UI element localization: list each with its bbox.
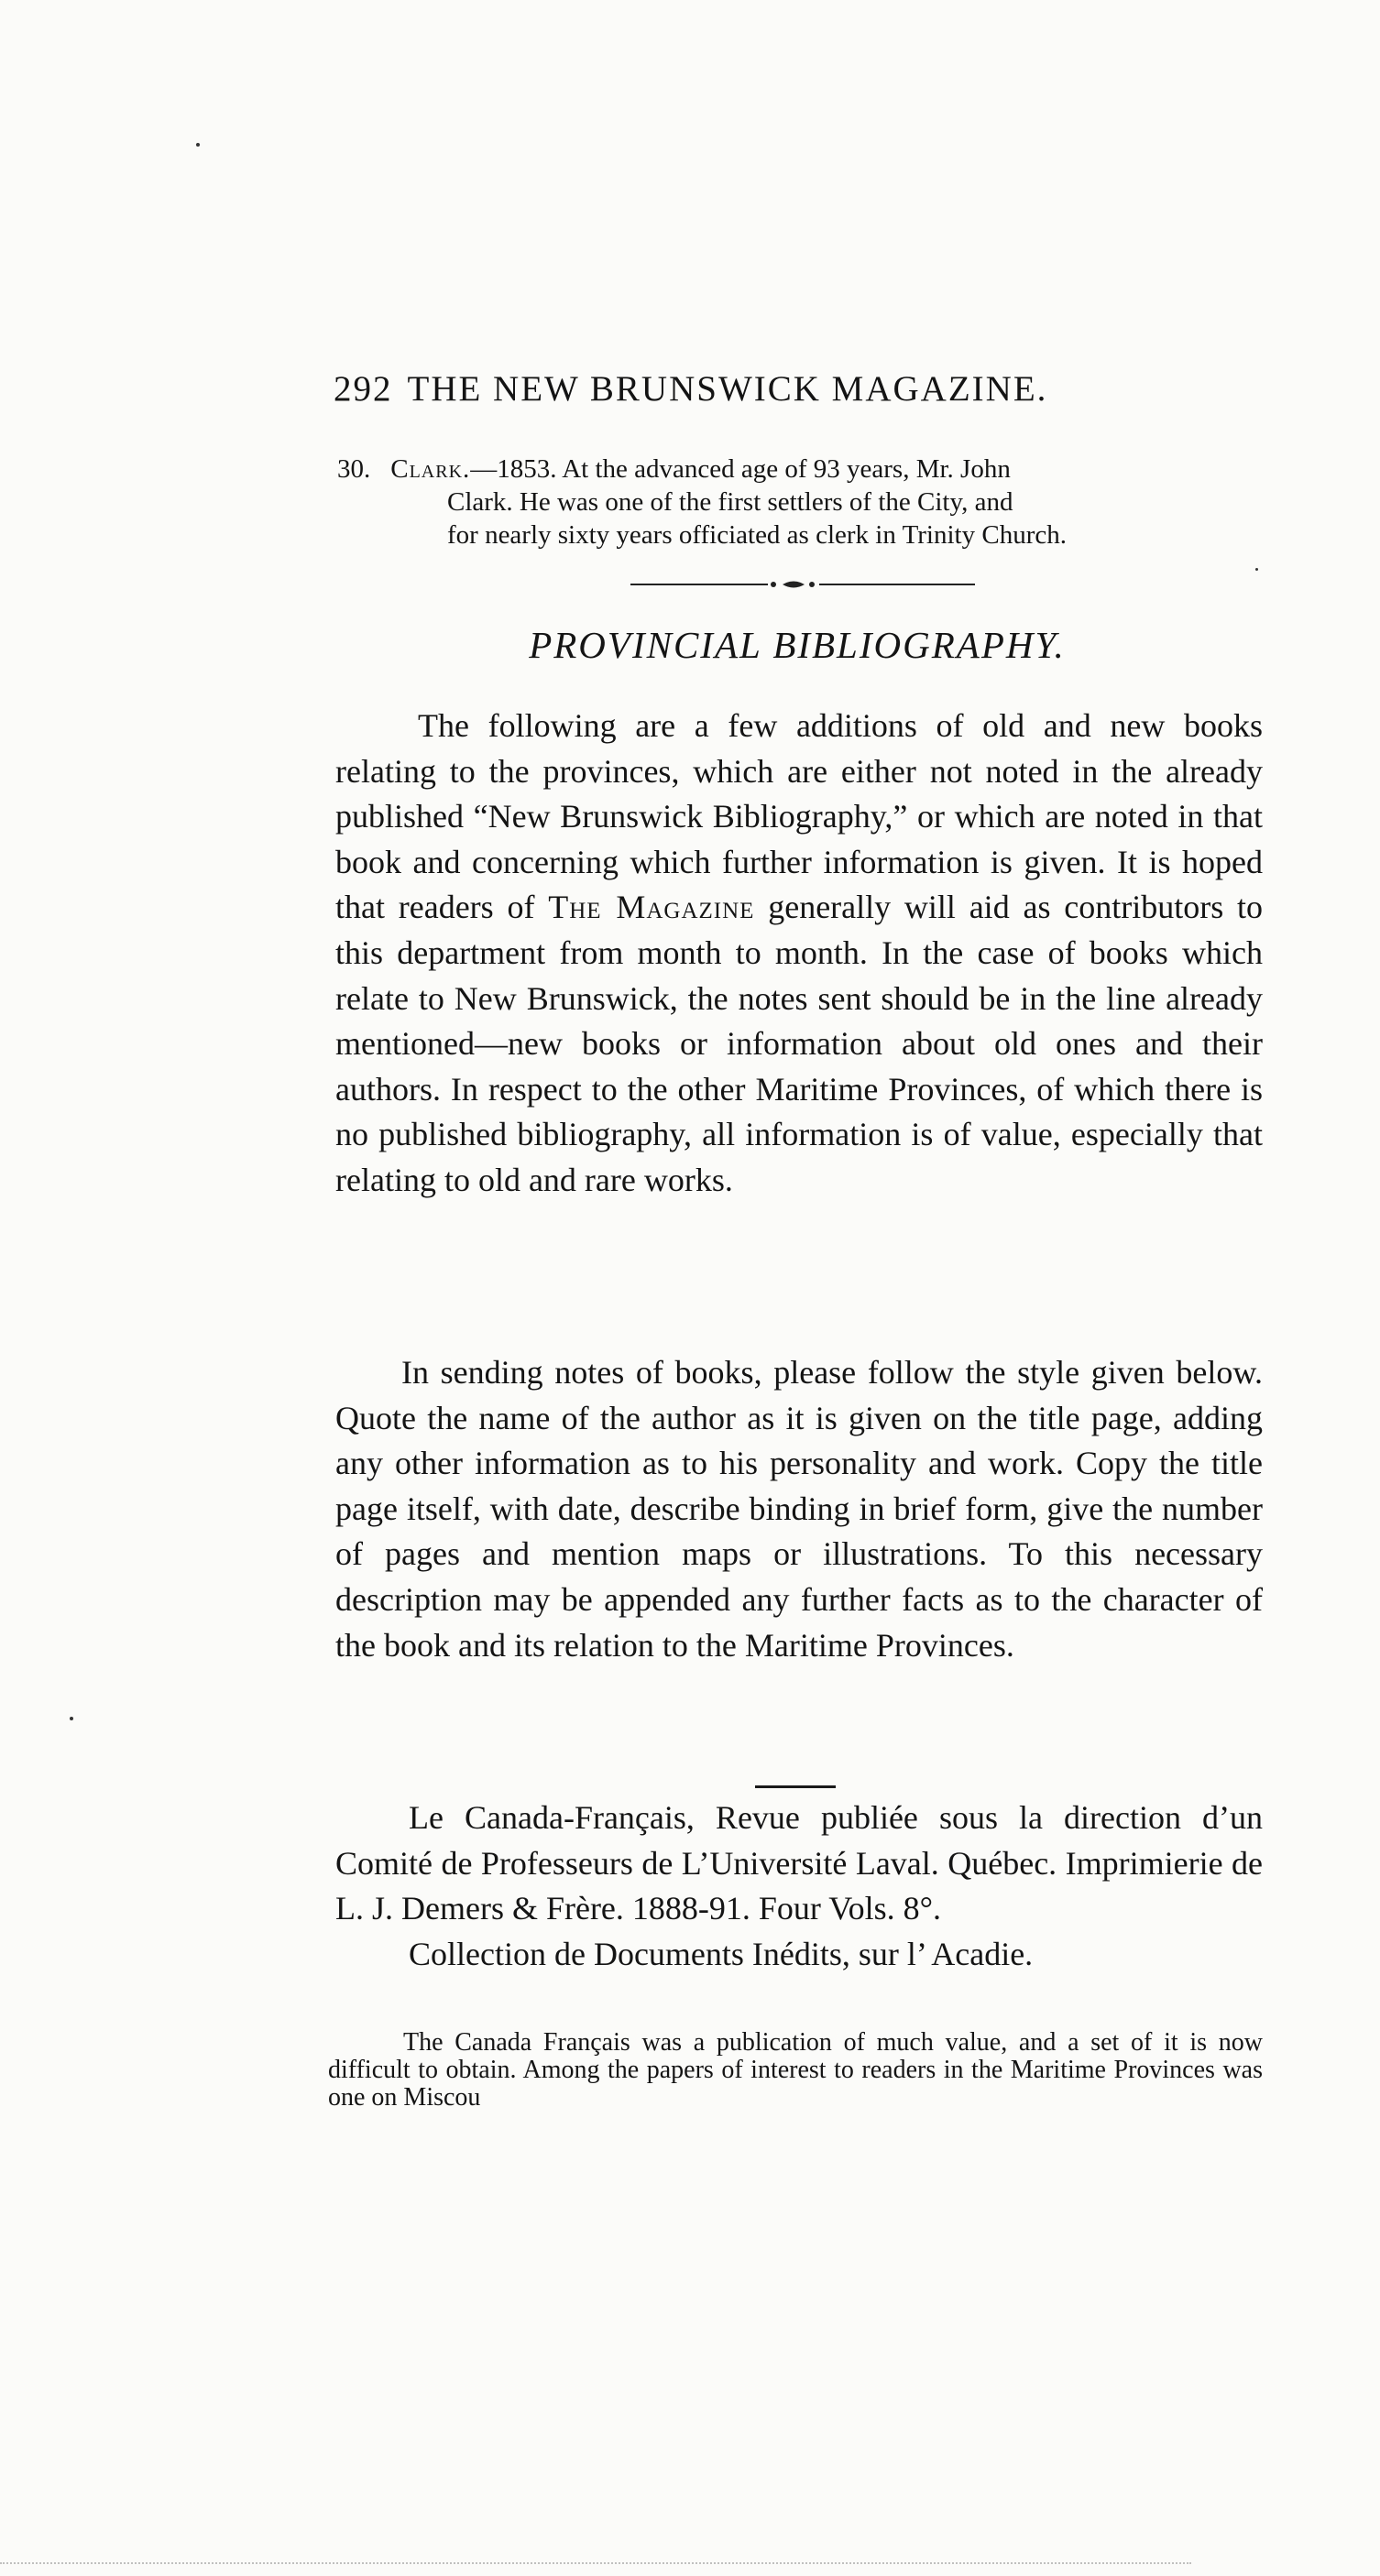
page-number: 292 — [334, 369, 393, 409]
scan-speck — [70, 1717, 73, 1720]
scan-edge — [0, 2562, 1191, 2567]
magazine-title: THE NEW BRUNSWICK MAGAZINE. — [407, 369, 1048, 409]
section-rule — [755, 1785, 836, 1788]
entry-number: 30. — [337, 454, 371, 484]
paragraph-text: generally will aid as contributors to this department from month to month. In the case of books which relate to New Brunswick, the notes sent should be in the line already mentioned—new books or information about old ones and their authors. In respect to the other Maritime Provinces, of which there is no published bibliography, all information is of value, especially that relating to old and rare works. — [335, 889, 1263, 1198]
magazine-name: The Magazine — [548, 889, 755, 926]
book-subtitle: Collection de Documents Inédits, sur l’ Acadie. — [409, 1935, 1034, 1972]
style-paragraph: In sending notes of books, please follow the style given below. Quote the name of the author as it is given on the title page, adding any other information as to his personality and work. Copy the title page itself, with date, describe binding in brief form, give the number of pages and mention maps or illustrations. To this necessary description may be appended any further facts as to the character of the book and its relation to the Maritime Provinces. — [335, 1354, 1263, 1664]
entry-line: for nearly sixty years officiated as clerk in Trinity Church. — [447, 520, 1067, 550]
book-entry — [335, 1796, 1263, 1977]
book-note: The Canada Français was a publication of much value, and a set of it is now difficult to obtain. Among the papers of interest to readers in the Maritime Provinces was one on Miscou — [328, 2028, 1263, 2112]
entry-line — [337, 453, 1265, 486]
entry-line: Clark. He was one of the first settlers of the City, and — [447, 487, 1013, 517]
entry-text: —1853. At the advanced age of 93 years, Mr. John — [470, 454, 1011, 484]
ornamental-divider — [630, 578, 975, 591]
obituary-entry — [337, 453, 1265, 551]
intro-paragraph — [335, 704, 1263, 1204]
section-title: PROVINCIAL BIBLIOGRAPHY. — [529, 624, 1066, 666]
scan-speck — [1255, 568, 1258, 571]
book-citation: Le Canada-Français, Revue publiée sous la direction d’un Comité de Professeurs de L’Université Laval. Québec. Imprimierie de L. J. Demers & Frère. 1888-91. Four Vols. 8°. — [335, 1799, 1263, 1927]
paragraph-text: The following are a few additions of old and new books relating to the provinces, which are either not noted in the already published “New Brunswick Bibliography,” or which are noted in that book and concerning which further information is given. It is hoped that readers of — [335, 707, 1263, 926]
entry-name: Clark. — [390, 454, 471, 484]
running-header — [334, 368, 1268, 409]
scan-speck — [196, 143, 200, 147]
